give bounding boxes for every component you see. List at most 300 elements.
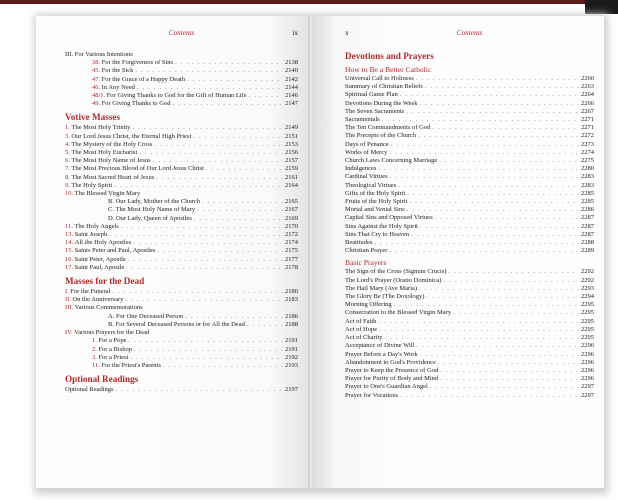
entry-label: Church Laws Concerning Marriage (345, 157, 438, 165)
toc-entry[interactable] (65, 206, 298, 214)
toc-entry[interactable] (65, 182, 298, 190)
entry-number: 47. (92, 75, 101, 83)
toc-entry[interactable] (345, 141, 594, 149)
leader-dots (420, 351, 579, 359)
entry-label: Beatitudes (345, 239, 373, 247)
entry-label: B. For Several Deceased Persons or for All the Dead (108, 320, 245, 328)
entry-text (345, 375, 438, 383)
entry-page-number: 2172 (285, 231, 298, 239)
entry-text (345, 223, 418, 231)
entry-label: Mortal and Venial Sins (345, 206, 405, 214)
toc-entry[interactable] (65, 296, 298, 304)
entry-number: 49. (92, 100, 101, 108)
leader-dots (453, 309, 579, 317)
entry-text (345, 116, 380, 124)
entry-number: 38. (92, 59, 101, 67)
leader-dots (109, 231, 283, 239)
entry-page-number: 2138 (285, 59, 298, 67)
entry-label: Days of Penance (345, 140, 389, 148)
entry-page-number: 2167 (285, 206, 298, 214)
toc-entry[interactable] (65, 223, 298, 231)
toc-entry[interactable] (65, 247, 298, 255)
leader-dots (374, 239, 579, 247)
entry-page-number: 2260 (581, 75, 594, 82)
entry-page-number: 2296 (581, 375, 594, 383)
leader-dots (172, 100, 283, 108)
entry-page-number: 2296 (581, 358, 594, 366)
toc-entry[interactable] (65, 174, 298, 182)
entry-number: 4. (65, 140, 70, 148)
toc-entry[interactable] (345, 285, 594, 293)
leader-dots (407, 206, 579, 214)
leader-dots (139, 149, 283, 157)
entry-label: For the Forgiveness of Sins (101, 59, 174, 67)
entry-page-number: 2287 (581, 222, 594, 230)
entry-text (345, 383, 428, 391)
subsection-heading: How to Be a Better Catholic (345, 65, 432, 74)
entry-label: The Holy Spirit (71, 181, 113, 189)
entry-number: 17. (65, 263, 74, 271)
toc-entry[interactable] (345, 318, 594, 326)
toc-entry[interactable] (345, 326, 594, 334)
page-number: ix (292, 29, 298, 37)
leader-dots (135, 67, 283, 75)
entry-number: 48/1. (92, 92, 106, 100)
toc-entry[interactable] (65, 157, 298, 165)
leader-dots (416, 75, 579, 83)
leader-dots (194, 215, 283, 223)
toc-entry[interactable] (65, 321, 298, 329)
entry-page-number: 2147 (285, 100, 298, 108)
leader-dots (419, 285, 579, 293)
toc-entry[interactable] (65, 239, 298, 247)
entry-page-number: 2177 (285, 255, 298, 263)
entry-text (65, 239, 131, 247)
leader-dots (378, 165, 579, 173)
entry-page-number: 2263 (581, 83, 594, 91)
leader-dots (121, 223, 283, 231)
entry-number: 11. (65, 222, 73, 230)
entry-text (345, 100, 417, 108)
entry-label: Universal Call to Holiness (345, 75, 414, 82)
entry-label: Saint Peter, Apostle (74, 255, 126, 263)
entry-label: Various Prayers for the Dead (74, 329, 150, 337)
entry-label: Gifts of the Holy Spirit (345, 189, 406, 197)
section-heading: Masses for the Dead (65, 276, 145, 287)
toc-entry[interactable] (345, 268, 594, 276)
entry-label: Act of Faith (345, 317, 377, 325)
entry-page-number: 2192 (285, 353, 298, 361)
entry-page-number: 2159 (285, 165, 298, 173)
entry-label: Christian Prayer (345, 247, 388, 255)
leader-dots (420, 223, 579, 231)
background-corner (585, 0, 618, 14)
entry-page-number: 2295 (581, 301, 594, 309)
entry-text (108, 313, 183, 321)
entry-page-number: 2140 (285, 67, 298, 75)
entry-text (345, 277, 441, 285)
entry-number: 10. (65, 190, 74, 198)
entry-label: Act of Hope (345, 325, 378, 333)
toc-entry[interactable] (65, 149, 298, 157)
leader-dots (163, 362, 283, 370)
leader-dots (126, 264, 283, 272)
toc-entry[interactable] (345, 301, 594, 309)
entry-page-number: 2296 (581, 366, 594, 374)
entry-number: II. (65, 296, 71, 304)
entry-text (345, 334, 383, 342)
section-heading: Votive Masses (65, 112, 121, 123)
toc-entry[interactable] (65, 133, 298, 141)
entry-text (92, 84, 135, 92)
toc-entry[interactable] (345, 165, 594, 173)
entry-text (345, 124, 430, 132)
entry-text (92, 100, 170, 108)
entry-label: III. For Various Intentions (65, 51, 133, 58)
leader-dots (154, 141, 283, 149)
entry-text (345, 342, 414, 350)
entry-page-number: 2295 (581, 317, 594, 325)
leader-dots (175, 59, 283, 67)
entry-label: For the Priest's Parents (101, 361, 161, 369)
entry-label: Summary of Christian Beliefs (345, 83, 423, 91)
leader-dots (116, 386, 283, 394)
entry-label: Indulgences (345, 165, 377, 173)
entry-page-number: 2197 (285, 386, 298, 394)
running-title: Contents (456, 29, 483, 37)
entry-page-number: 2288 (581, 239, 594, 247)
toc-entry[interactable] (65, 337, 298, 345)
entry-page-number: 2151 (285, 132, 298, 140)
toc-entry[interactable] (345, 116, 594, 124)
entry-page-number: 2267 (581, 107, 594, 115)
entry-label: Sins That Cry to Heaven (345, 230, 410, 238)
entry-text (92, 337, 127, 345)
toc-entry[interactable] (65, 264, 298, 272)
toc-entry[interactable] (345, 190, 594, 198)
leader-dots (130, 354, 283, 362)
toc-entry[interactable] (345, 375, 594, 383)
background-strip (0, 0, 618, 4)
toc-entry[interactable] (65, 313, 298, 321)
entry-number: 5. (65, 149, 70, 157)
leader-dots (432, 124, 579, 132)
leader-dots (385, 334, 579, 342)
entry-page-number: 2161 (285, 173, 298, 181)
toc-entry[interactable] (345, 157, 594, 165)
entry-page-number: 2271 (581, 124, 594, 132)
entry-page-number: 2271 (581, 116, 594, 124)
toc-group-heading (65, 329, 298, 337)
entry-text (345, 231, 409, 239)
leader-dots (394, 301, 579, 309)
entry-number: 9. (65, 181, 70, 189)
toc-entry[interactable] (65, 198, 298, 206)
toc-entry[interactable] (65, 59, 298, 67)
toc-entry[interactable] (345, 309, 594, 317)
entry-page-number: 2144 (285, 83, 298, 91)
leader-dots (125, 296, 283, 304)
toc-entry[interactable] (345, 239, 594, 247)
toc-entry[interactable] (345, 149, 594, 157)
entry-text (65, 149, 137, 157)
entry-label: Acceptance of Divine Will (345, 342, 415, 350)
entry-label: Sins Against the Holy Spirit (345, 222, 418, 230)
toc-entry[interactable] (345, 100, 594, 108)
leader-dots (438, 359, 579, 367)
entry-page-number: 2149 (285, 124, 298, 132)
leader-dots (133, 239, 283, 247)
entry-page-number: 2274 (581, 148, 594, 156)
leader-dots (247, 321, 283, 329)
entry-text (345, 149, 387, 157)
leader-dots (389, 247, 579, 255)
entry-text (345, 318, 376, 326)
entry-label: The Mystery of the Holy Cross (71, 140, 153, 148)
entry-number: 3. (92, 353, 97, 361)
entry-label: Cardinal Virtues (345, 173, 388, 181)
entry-number: 11. (92, 361, 100, 369)
leader-dots (185, 313, 283, 321)
toc-entry[interactable] (65, 346, 298, 354)
entry-text (345, 214, 433, 222)
toc-entry[interactable] (345, 392, 594, 400)
toc-entry[interactable] (345, 173, 594, 181)
leader-dots (409, 198, 579, 206)
entry-page-number: 2293 (581, 284, 594, 292)
leader-dots (440, 375, 579, 383)
entry-page-number: 2283 (581, 173, 594, 181)
toc-entry[interactable] (65, 100, 298, 108)
toc-entry[interactable] (65, 231, 298, 239)
toc-entry[interactable] (345, 182, 594, 190)
entry-label: Works of Mercy (345, 148, 388, 156)
entry-label: On the Anniversary (72, 296, 124, 304)
entry-label: For the Sick (101, 67, 134, 75)
entry-text (65, 264, 124, 272)
entry-page-number: 2153 (285, 140, 298, 148)
entry-text (65, 223, 119, 231)
toc-entry[interactable] (65, 288, 298, 296)
entry-label: For a Bishop (98, 345, 132, 353)
entry-text (65, 165, 204, 173)
entry-number: 14. (65, 239, 74, 247)
leader-dots (416, 342, 579, 350)
entry-text (345, 285, 417, 293)
entry-number: 2. (92, 345, 97, 353)
toc-entry[interactable] (345, 223, 594, 231)
entry-page-number: 2273 (581, 140, 594, 148)
entry-text (345, 293, 424, 301)
leader-dots (134, 346, 283, 354)
entry-number: 45. (92, 67, 101, 75)
leader-dots (157, 247, 283, 255)
leader-dots (400, 91, 579, 99)
toc-entry[interactable] (65, 124, 298, 132)
entry-text (345, 75, 414, 83)
entry-text (65, 288, 110, 296)
leader-dots (406, 108, 579, 116)
entry-label: For the Grace of a Happy Death (101, 75, 186, 83)
entry-text (65, 296, 123, 304)
entry-label: Sacramentals (345, 116, 380, 124)
toc-entry[interactable] (345, 293, 594, 301)
entry-page-number: 2289 (581, 247, 594, 255)
entry-number: 1. (92, 337, 97, 345)
entry-text (345, 392, 398, 400)
toc-entry[interactable] (345, 132, 594, 140)
toc-entry[interactable] (345, 277, 594, 285)
leader-dots (435, 214, 579, 222)
toc-entry[interactable] (65, 141, 298, 149)
entry-label: Various Commemorations (74, 304, 143, 312)
toc-group-heading (65, 51, 298, 59)
entry-label: Morning Offering (345, 301, 392, 309)
entry-label: The Most Precious Blood of Our Lord Jesus Christ (71, 165, 204, 173)
entry-page-number: 2142 (285, 75, 298, 83)
entry-label: Saints Peter and Paul, Apostles (74, 247, 156, 255)
toc-entry[interactable] (65, 256, 298, 264)
toc-entry[interactable] (65, 92, 298, 100)
entry-page-number: 2175 (285, 247, 298, 255)
entry-text (92, 354, 128, 362)
leader-dots (398, 182, 579, 190)
toc-entry[interactable] (345, 351, 594, 359)
entry-label: Capital Sins and Opposed Virtues (345, 214, 433, 222)
entry-label: The Most Holy Trinity (71, 124, 131, 132)
entry-text (65, 247, 155, 255)
toc-entry[interactable] (65, 354, 298, 362)
entry-text (345, 165, 376, 173)
section-heading: Devotions and Prayers (345, 51, 434, 61)
toc-entry[interactable] (345, 198, 594, 206)
entry-label: A. For One Deceased Person (108, 312, 184, 320)
entry-page-number: 2188 (285, 320, 298, 328)
entry-page-number: 2295 (581, 325, 594, 333)
entry-number: 1. (65, 124, 70, 132)
entry-label: For the Funeral (70, 288, 111, 296)
entry-label: The Most Holy Name of Jesus (71, 157, 151, 165)
entry-page-number: 2170 (285, 222, 298, 230)
toc-entry[interactable] (65, 76, 298, 84)
entry-label: D. Our Lady, Queen of Apostles (108, 214, 192, 222)
entry-page-number: 2286 (581, 206, 594, 214)
leader-dots (197, 206, 283, 214)
leader-dots (407, 190, 579, 198)
entry-page-number: 2193 (285, 361, 298, 369)
entry-label: Consecration to the Blessed Virgin Mary (345, 309, 452, 317)
leader-dots (411, 231, 579, 239)
toc-entry[interactable] (345, 334, 594, 342)
leader-dots (391, 141, 579, 149)
toc-entry[interactable] (345, 214, 594, 222)
entry-page-number: 2169 (285, 214, 298, 222)
entry-text (92, 59, 173, 67)
entry-text (108, 206, 195, 214)
entry-number: I. (65, 288, 69, 296)
leader-dots (112, 288, 283, 296)
leader-dots (193, 133, 283, 141)
entry-page-number: 2191 (285, 345, 298, 353)
entry-page-number: 2272 (581, 132, 594, 140)
entry-text (92, 346, 132, 354)
leader-dots (156, 174, 283, 182)
entry-label: The Sign of the Cross (Signum Crucis) (345, 268, 447, 276)
toc-entry[interactable] (345, 108, 594, 116)
toc-entry[interactable] (345, 75, 594, 83)
entry-page-number: 2283 (581, 181, 594, 189)
entry-label: Theological Virtues (345, 181, 397, 189)
entry-text (345, 182, 396, 190)
leader-dots (202, 198, 283, 206)
running-title: Contents (168, 29, 195, 37)
entry-page-number: 2174 (285, 239, 298, 247)
leader-dots (430, 383, 579, 391)
leader-dots (128, 256, 283, 264)
toc-entry[interactable] (345, 231, 594, 239)
leader-dots (418, 132, 579, 140)
entry-label: For a Pope (98, 337, 127, 345)
leader-dots (206, 165, 283, 173)
leader-dots (390, 173, 579, 181)
toc-entry[interactable] (345, 91, 594, 99)
entry-number: 8. (65, 173, 70, 181)
entry-label: B. Our Lady, Mother of the Church (108, 198, 201, 206)
entry-label: For Giving Thanks to God (101, 100, 171, 108)
entry-label: In Any Need (101, 83, 135, 91)
toc-entry[interactable] (65, 67, 298, 75)
toc-entry[interactable] (65, 84, 298, 92)
toc-entry[interactable] (345, 247, 594, 255)
entry-text (345, 247, 387, 255)
entry-label: Act of Charity (345, 334, 383, 342)
toc-entry[interactable] (345, 383, 594, 391)
entry-number: 15. (65, 247, 74, 255)
toc-entry[interactable] (345, 367, 594, 375)
entry-label: The Blessed Virgin Mary (74, 190, 141, 198)
entry-number: 13. (65, 231, 74, 239)
entry-text (65, 124, 130, 132)
toc-entry[interactable] (65, 386, 298, 394)
entry-text (65, 133, 191, 141)
toc-entry[interactable] (345, 124, 594, 132)
entry-label: Fruits of the Holy Spirit (345, 198, 408, 206)
entry-page-number: 2191 (285, 337, 298, 345)
entry-label: All the Holy Apostles (74, 239, 132, 247)
entry-page-number: 2285 (581, 198, 594, 206)
entry-label: The Hail Mary (Ave Maria) (345, 284, 418, 292)
entry-label: Saint Joseph (74, 231, 108, 239)
leader-dots (389, 149, 579, 157)
leader-dots (114, 182, 283, 190)
toc-entry[interactable] (65, 362, 298, 370)
toc-entry[interactable] (65, 165, 298, 173)
toc-entry[interactable] (345, 206, 594, 214)
toc-entry[interactable] (65, 215, 298, 223)
entry-text (92, 362, 161, 370)
toc-entry[interactable] (345, 83, 594, 91)
entry-text (345, 309, 451, 317)
entry-page-number: 2165 (285, 198, 298, 206)
toc-entry[interactable] (345, 359, 594, 367)
leader-dots (419, 100, 579, 108)
entry-label: Spiritual Game Plan (345, 91, 398, 99)
leader-dots (187, 76, 283, 84)
entry-text (92, 76, 185, 84)
entry-text (345, 239, 372, 247)
entry-label: The Lord's Prayer (Oratio Dominica) (345, 276, 442, 284)
toc-entry[interactable] (345, 342, 594, 350)
